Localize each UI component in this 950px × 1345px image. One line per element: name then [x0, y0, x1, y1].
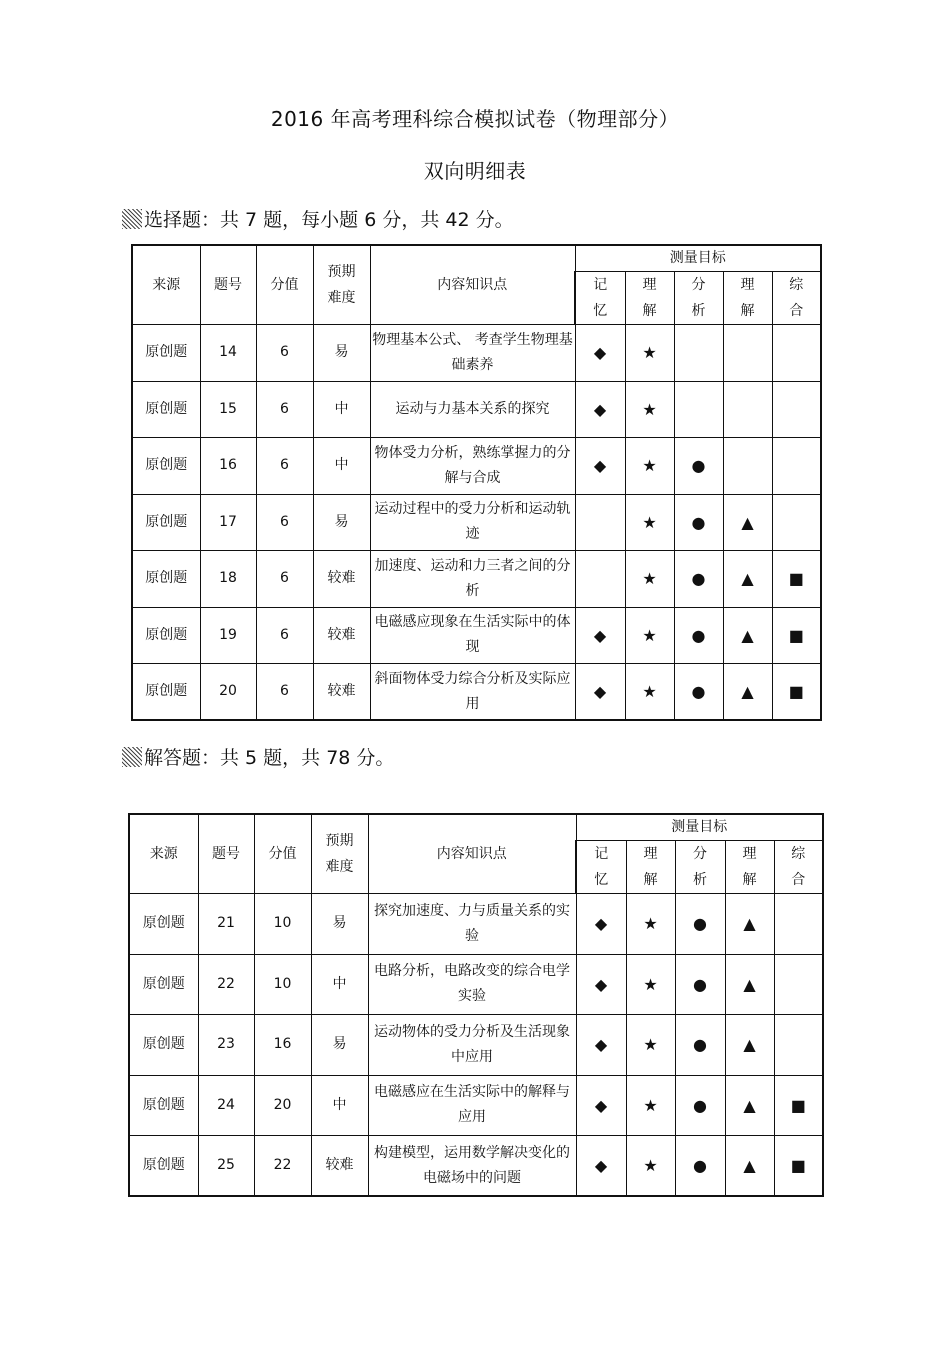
cell-source: 原创题 [129, 1075, 198, 1136]
header-goal-2 [626, 841, 675, 894]
cell-goal-4: ▲ [723, 551, 772, 608]
cell-goal-2: ★ [625, 664, 674, 721]
cell-difficulty: 中 [313, 438, 370, 495]
header-goal-1-bottom: 忆 [593, 303, 608, 319]
cell-goal-2: ★ [625, 381, 674, 438]
cell-goal-3: ● [675, 1075, 725, 1136]
cell-number: 18 [200, 551, 256, 608]
header-goal-3-bottom: 析 [693, 872, 707, 888]
header-goal-2-bottom: 解 [643, 872, 658, 888]
cell-goal-3: ● [674, 551, 723, 608]
header-difficulty [311, 814, 368, 894]
cell-goal-5 [772, 438, 821, 495]
header-goal-1-top: 记 [593, 277, 608, 293]
header-goal-4 [725, 841, 774, 894]
cell-goal-4: ▲ [725, 894, 774, 955]
cell-goal-2: ★ [625, 551, 674, 608]
header-goal-4-top: 理 [740, 277, 755, 293]
section-answer-label: 解答题：共 5 题，共 78 分。 [144, 747, 395, 769]
cell-difficulty: 较难 [313, 607, 370, 664]
cell-number: 17 [200, 494, 256, 551]
cell-content: 加速度、运动和力三者之间的分析 [370, 551, 575, 608]
header-goal-5-bottom: 合 [789, 303, 804, 319]
cell-source: 原创题 [129, 1136, 198, 1197]
header-goal-2-top: 理 [643, 846, 658, 862]
cell-source: 原创题 [132, 551, 200, 608]
cell-content: 探究加速度、力与质量关系的实验 [368, 894, 576, 955]
header-goal-2 [625, 272, 674, 325]
table-row [132, 551, 821, 608]
cell-goal-2: ★ [625, 607, 674, 664]
header-goal-3-top: 分 [691, 277, 706, 293]
cell-goal-1: ◆ [575, 325, 625, 382]
cell-goal-2: ★ [626, 1015, 675, 1076]
cell-goal-5 [774, 1015, 823, 1076]
header-goal-5 [772, 272, 821, 325]
cell-content: 电路分析，电路改变的综合电学实验 [368, 954, 576, 1015]
page-subtitle: 双向明细表 [423, 159, 527, 183]
header-goal-4-bottom: 解 [742, 872, 757, 888]
header-goal-1-top: 记 [594, 846, 609, 862]
header-goal-2-bottom: 解 [642, 303, 657, 319]
cell-number: 19 [200, 607, 256, 664]
cell-goal-4: ▲ [725, 954, 774, 1015]
choice-questions-table [131, 244, 822, 721]
header-content: 内容知识点 [370, 245, 575, 325]
header-difficulty-line2: 难度 [325, 859, 354, 875]
cell-goal-1 [575, 551, 625, 608]
cell-goal-1: ◆ [575, 381, 625, 438]
cell-difficulty: 易 [311, 894, 368, 955]
table-row [132, 381, 821, 438]
cell-score: 20 [254, 1075, 311, 1136]
cell-content: 斜面物体受力综合分析及实际应用 [370, 664, 575, 721]
header-goal-5-top: 综 [789, 277, 804, 293]
table-row [129, 894, 823, 955]
header-goal-2-top: 理 [642, 277, 657, 293]
cell-difficulty: 中 [311, 1075, 368, 1136]
cell-goal-3: ● [674, 494, 723, 551]
cell-difficulty: 易 [311, 1015, 368, 1076]
cell-content: 构建模型，运用数学解决变化的电磁场中的问题 [368, 1136, 576, 1197]
cell-source: 原创题 [132, 664, 200, 721]
header-goal-5 [774, 841, 823, 894]
cell-goal-4: ▲ [725, 1015, 774, 1076]
cell-goal-5: ■ [774, 1136, 823, 1197]
cell-score: 10 [254, 954, 311, 1015]
cell-goal-1: ◆ [576, 1015, 626, 1076]
header-goal-3-bottom: 析 [691, 303, 706, 319]
cell-source: 原创题 [132, 607, 200, 664]
page-title: 2016 年高考理科综合模拟试卷（物理部分） [270, 107, 680, 131]
cell-goal-1 [575, 494, 625, 551]
header-goal-5-bottom: 合 [791, 872, 806, 888]
cell-source: 原创题 [132, 494, 200, 551]
header-goal-1-bottom: 忆 [594, 872, 609, 888]
table-row [132, 325, 821, 382]
cell-goal-2: ★ [626, 1136, 675, 1197]
cell-goal-3 [674, 381, 723, 438]
header-goals: 测量目标 [575, 245, 821, 272]
cell-number: 20 [200, 664, 256, 721]
header-difficulty [313, 245, 370, 325]
table-row [129, 1075, 823, 1136]
cell-score: 16 [254, 1015, 311, 1076]
cell-goal-5 [772, 494, 821, 551]
cell-goal-5: ■ [774, 1075, 823, 1136]
cell-source: 原创题 [132, 325, 200, 382]
section-choice-label: 选择题：共 7 题，每小题 6 分，共 42 分。 [144, 209, 514, 231]
cell-goal-2: ★ [626, 1075, 675, 1136]
cell-goal-1: ◆ [575, 607, 625, 664]
cell-difficulty: 中 [313, 381, 370, 438]
cell-content: 电磁感应现象在生活实际中的体现 [370, 607, 575, 664]
header-number: 题号 [198, 814, 254, 894]
section-choice-heading [122, 205, 514, 232]
cell-score: 6 [256, 551, 313, 608]
cell-content: 运动物体的受力分析及生活现象中应用 [368, 1015, 576, 1076]
cell-goal-2: ★ [626, 894, 675, 955]
cell-number: 25 [198, 1136, 254, 1197]
table-row [129, 954, 823, 1015]
cell-score: 6 [256, 325, 313, 382]
header-difficulty-line1: 预期 [327, 264, 356, 280]
cell-goal-1: ◆ [576, 1136, 626, 1197]
section-answer-heading [122, 743, 394, 770]
cell-goal-3: ● [675, 954, 725, 1015]
cell-score: 6 [256, 607, 313, 664]
cell-goal-4: ▲ [725, 1075, 774, 1136]
cell-content: 运动过程中的受力分析和运动轨迹 [370, 494, 575, 551]
cell-difficulty: 较难 [313, 551, 370, 608]
cell-goal-3: ● [674, 438, 723, 495]
cell-difficulty: 中 [311, 954, 368, 1015]
header-goal-1 [576, 841, 626, 894]
cell-number: 14 [200, 325, 256, 382]
cell-number: 16 [200, 438, 256, 495]
cell-source: 原创题 [129, 1015, 198, 1076]
cell-number: 22 [198, 954, 254, 1015]
cell-goal-1: ◆ [576, 894, 626, 955]
table-header-row [132, 245, 821, 272]
cell-number: 24 [198, 1075, 254, 1136]
cell-number: 21 [198, 894, 254, 955]
cell-source: 原创题 [129, 894, 198, 955]
header-source: 来源 [132, 245, 200, 325]
cell-goal-2: ★ [625, 438, 674, 495]
cell-goal-3: ● [675, 894, 725, 955]
cell-goal-4 [723, 325, 772, 382]
cell-difficulty: 较难 [313, 664, 370, 721]
header-goal-4-top: 理 [742, 846, 757, 862]
header-score: 分值 [256, 245, 313, 325]
header-goal-4 [723, 272, 772, 325]
table-row [132, 607, 821, 664]
cell-goal-1: ◆ [576, 1075, 626, 1136]
cell-difficulty: 较难 [311, 1136, 368, 1197]
cell-goal-4: ▲ [723, 664, 772, 721]
cell-goal-1: ◆ [575, 438, 625, 495]
cell-score: 10 [254, 894, 311, 955]
cell-goal-2: ★ [626, 954, 675, 1015]
table-row [132, 438, 821, 495]
cell-goal-1: ◆ [575, 664, 625, 721]
hatch-marker-icon [122, 209, 142, 229]
hatch-marker-icon [122, 747, 142, 767]
cell-goal-5 [772, 325, 821, 382]
cell-goal-3: ● [674, 664, 723, 721]
header-goal-3 [675, 841, 725, 894]
header-goal-4-bottom: 解 [740, 303, 755, 319]
cell-goal-3 [674, 325, 723, 382]
cell-number: 15 [200, 381, 256, 438]
cell-score: 6 [256, 381, 313, 438]
cell-content: 运动与力基本关系的探究 [370, 381, 575, 438]
cell-content: 物体受力分析，熟练掌握力的分解与合成 [370, 438, 575, 495]
table-row [129, 1136, 823, 1197]
answer-table-body [129, 814, 823, 1196]
cell-number: 23 [198, 1015, 254, 1076]
cell-content: 物理基本公式、 考查学生物理基础素养 [370, 325, 575, 382]
table-header-row [129, 814, 823, 841]
cell-score: 6 [256, 438, 313, 495]
cell-source: 原创题 [129, 954, 198, 1015]
cell-goal-4: ▲ [723, 494, 772, 551]
cell-score: 6 [256, 664, 313, 721]
answer-questions-table [128, 813, 824, 1197]
cell-goal-3: ● [675, 1136, 725, 1197]
header-goals: 测量目标 [576, 814, 823, 841]
cell-source: 原创题 [132, 381, 200, 438]
cell-goal-3: ● [675, 1015, 725, 1076]
header-difficulty-line2: 难度 [327, 290, 356, 306]
cell-goal-1: ◆ [576, 954, 626, 1015]
cell-goal-2: ★ [625, 494, 674, 551]
cell-goal-5: ■ [772, 664, 821, 721]
cell-goal-4: ▲ [725, 1136, 774, 1197]
table-row [132, 494, 821, 551]
cell-goal-3: ● [674, 607, 723, 664]
header-source: 来源 [129, 814, 198, 894]
cell-difficulty: 易 [313, 325, 370, 382]
cell-source: 原创题 [132, 438, 200, 495]
header-goal-3-top: 分 [693, 846, 707, 862]
header-goal-3 [674, 272, 723, 325]
choice-table-body [132, 245, 821, 720]
cell-goal-4 [723, 381, 772, 438]
header-number: 题号 [200, 245, 256, 325]
cell-goal-5: ■ [772, 551, 821, 608]
cell-goal-4: ▲ [723, 607, 772, 664]
header-goal-1 [575, 272, 625, 325]
header-goal-5-top: 综 [791, 846, 806, 862]
cell-goal-5: ■ [772, 607, 821, 664]
cell-goal-2: ★ [625, 325, 674, 382]
header-score: 分值 [254, 814, 311, 894]
cell-difficulty: 易 [313, 494, 370, 551]
cell-score: 6 [256, 494, 313, 551]
header-content: 内容知识点 [368, 814, 576, 894]
header-difficulty-line1: 预期 [325, 833, 354, 849]
cell-goal-5 [772, 381, 821, 438]
cell-content: 电磁感应在生活实际中的解释与应用 [368, 1075, 576, 1136]
table-row [132, 664, 821, 721]
cell-goal-5 [774, 894, 823, 955]
table-row [129, 1015, 823, 1076]
cell-goal-5 [774, 954, 823, 1015]
cell-goal-4 [723, 438, 772, 495]
cell-score: 22 [254, 1136, 311, 1197]
